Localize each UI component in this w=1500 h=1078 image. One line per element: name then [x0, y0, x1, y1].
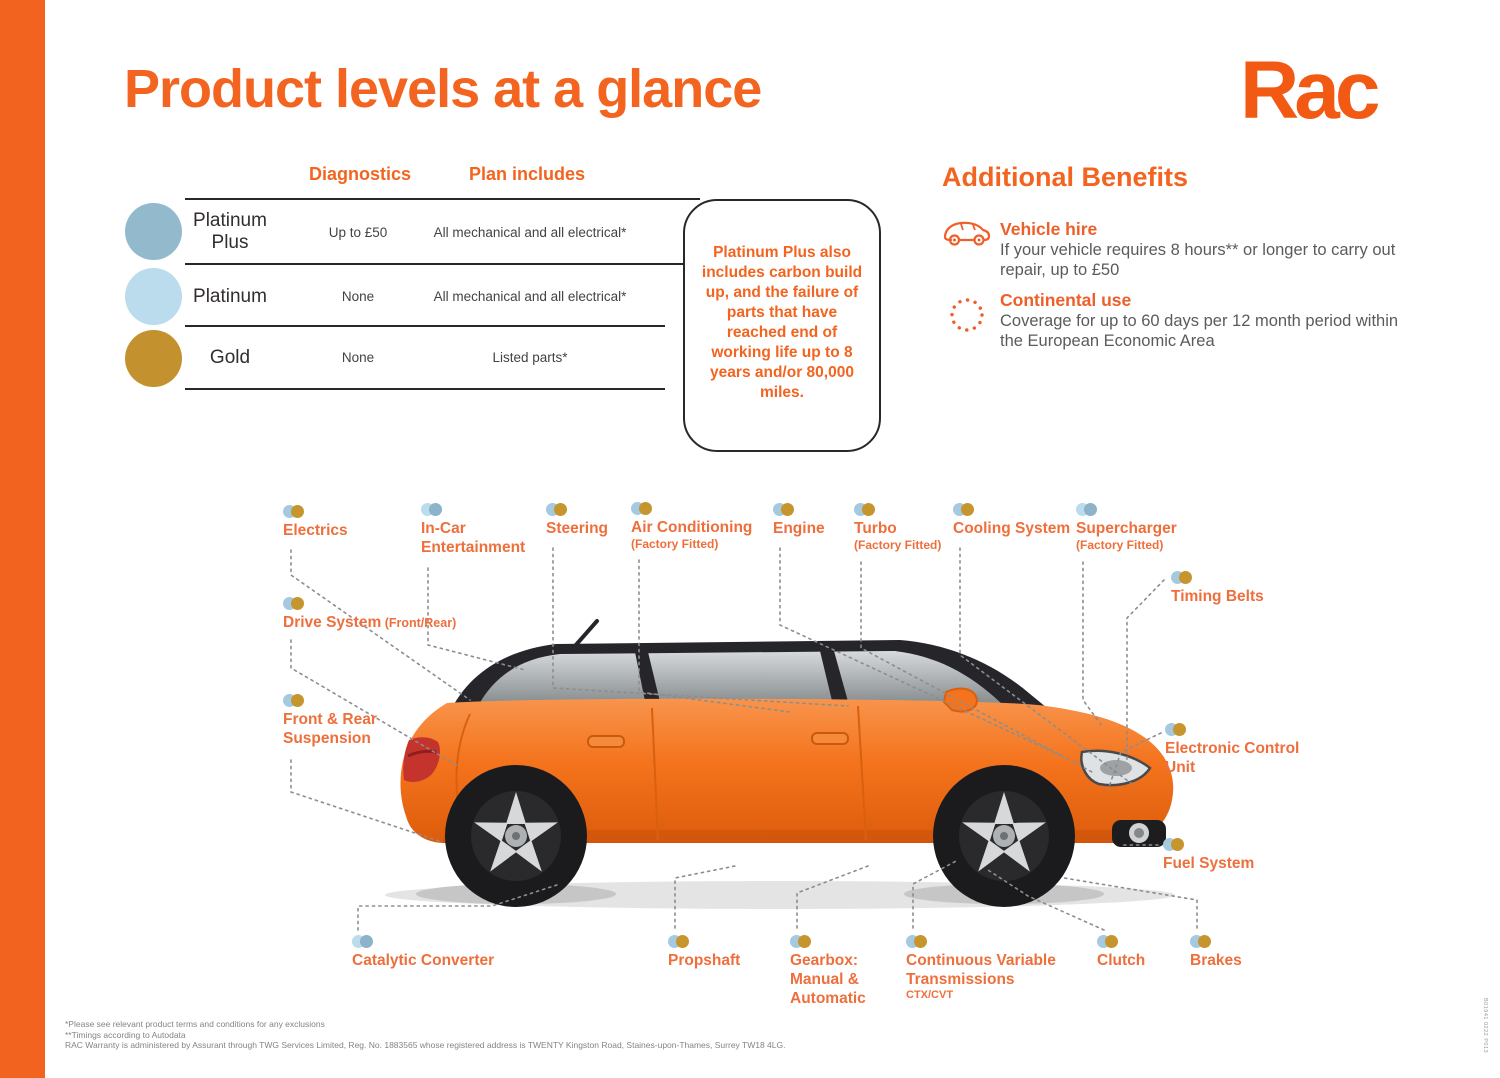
part-label: Clutch: [1097, 952, 1146, 969]
part-label: Catalytic Converter: [352, 952, 495, 969]
coverage-dots: [1171, 571, 1264, 585]
coverage-dots: [1097, 935, 1145, 949]
footer-legal: [65, 1019, 785, 1051]
part-label: Front & Rear Suspension: [283, 711, 377, 747]
column-header-diagnostics: Diagnostics: [308, 164, 412, 184]
part-label: Propshaft: [668, 952, 741, 969]
coverage-dots: [283, 597, 456, 611]
benefit-title: Vehicle hire: [1000, 219, 1098, 239]
part-label-group: [1190, 935, 1242, 970]
part-label: Air Conditioning (Factory Fitted): [631, 519, 753, 551]
coverage-dot: [291, 694, 304, 707]
coverage-dot: [1084, 503, 1097, 516]
plan-cell: All mechanical and all electrical*: [433, 289, 627, 304]
coverage-dots: [906, 935, 1056, 949]
coverage-dot: [676, 935, 689, 948]
coverage-dot: [1198, 935, 1211, 948]
tier-name: Platinum: [193, 286, 267, 307]
coverage-dots: [1165, 723, 1299, 737]
coverage-dot: [360, 935, 373, 948]
coverage-dots: [1163, 838, 1254, 852]
plan-cell: Listed parts*: [492, 350, 568, 365]
coverage-dot: [639, 502, 652, 515]
page-title: Product levels at a glance: [124, 59, 762, 119]
part-label-group: [283, 597, 456, 633]
front-wheel: [933, 765, 1075, 907]
coverage-dots: [421, 503, 525, 517]
part-label-group: [1076, 503, 1177, 552]
part-label: Brakes: [1190, 952, 1242, 969]
part-label: Continuous Variable Transmissions CTX/CVT: [906, 952, 1056, 1001]
diagnostics-cell: Up to £50: [328, 225, 388, 240]
coverage-dot: [291, 505, 304, 518]
part-label-group: [906, 935, 1056, 1002]
part-label: Fuel System: [1163, 855, 1255, 872]
tier-name: Gold: [209, 347, 251, 368]
diagnostics-cell: None: [341, 289, 375, 304]
part-label: Supercharger (Factory Fitted): [1076, 520, 1177, 552]
door-handle: [812, 733, 848, 744]
part-label: Gearbox: Manual & Automatic: [790, 952, 866, 1007]
print-reference-code: B01941 0222 P013: [1482, 998, 1488, 1054]
part-label-group: [283, 505, 348, 540]
benefits-title: Additional Benefits: [942, 162, 1189, 192]
coverage-dot: [1171, 838, 1184, 851]
coverage-dot: [862, 503, 875, 516]
coverage-dot: [291, 597, 304, 610]
part-label: Timing Belts: [1171, 588, 1264, 605]
part-label-group: [1165, 723, 1299, 777]
coverage-dot: [554, 503, 567, 516]
part-label-group: [1163, 838, 1254, 873]
rac-logo: Rac: [1240, 45, 1376, 136]
door-handle: [588, 736, 624, 747]
part-label: Cooling System: [953, 520, 1071, 537]
coverage-dots: [1076, 503, 1177, 517]
coverage-dot: [1105, 935, 1118, 948]
coverage-dots: [773, 503, 825, 517]
part-label: In-Car Entertainment: [421, 520, 526, 556]
part-label-group: [352, 935, 494, 970]
coverage-dots: [790, 935, 866, 949]
coverage-dots: [631, 502, 752, 516]
part-label-group: [631, 502, 752, 551]
coverage-dots: [283, 505, 348, 519]
plan-cell: All mechanical and all electrical*: [433, 225, 627, 240]
part-label: Engine: [773, 520, 825, 537]
leader-line: [1083, 562, 1102, 726]
coverage-dots: [546, 503, 608, 517]
coverage-dot: [429, 503, 442, 516]
benefit-text: Coverage for up to 60 days per 12 month period within the European Economic Area: [1000, 312, 1399, 350]
part-label-group: [1097, 935, 1145, 970]
coverage-dot: [781, 503, 794, 516]
coverage-dots: [352, 935, 494, 949]
footer-line: RAC Warranty is administered by Assurant through TWG Services Limited, Reg. No. 1883565 whose registered address is TWENTY Kingston Road, Staines-upon-Thames, Surrey TW18 4LG.: [65, 1040, 786, 1050]
coverage-dots: [283, 694, 377, 708]
coverage-dots: [668, 935, 740, 949]
diagnostics-cell: None: [341, 350, 375, 365]
part-label-group: [546, 503, 608, 538]
part-label-group: [790, 935, 866, 1008]
part-label: Drive System (Front/Rear): [283, 614, 457, 631]
coverage-dot: [961, 503, 974, 516]
coverage-dot: [1179, 571, 1192, 584]
coverage-dots: [953, 503, 1070, 517]
coverage-dot: [1173, 723, 1186, 736]
coverage-dots: [1190, 935, 1242, 949]
part-label-group: [421, 503, 525, 557]
car-antenna: [575, 621, 597, 646]
part-label-group: [773, 503, 825, 538]
part-label-group: [668, 935, 740, 970]
callout-text: Platinum Plus also includes carbon build up, and the failure of parts that have reached end of working life up to 8 years and/or 80,000 miles.: [701, 244, 863, 401]
part-label: Electrics: [283, 522, 348, 539]
coverage-dot: [914, 935, 927, 948]
rear-wheel: [445, 765, 587, 907]
part-label-group: [1171, 571, 1264, 606]
tier-name: Platinum Plus: [193, 210, 267, 253]
part-label-group: [854, 503, 941, 552]
benefit-title: Continental use: [1000, 290, 1132, 310]
part-label-group: [953, 503, 1070, 538]
part-label: Turbo (Factory Fitted): [854, 520, 942, 552]
benefit-text: If your vehicle requires 8 hours** or longer to carry out repair, up to £50: [1000, 241, 1396, 279]
coverage-dots: [854, 503, 941, 517]
column-header-plan-includes: Plan includes: [468, 164, 586, 184]
part-label: Electronic Control Unit: [1165, 740, 1300, 776]
footer-line: *Please see relevant product terms and conditions for any exclusions: [65, 1019, 325, 1029]
part-label: Steering: [546, 520, 609, 537]
part-label-group: [283, 694, 377, 748]
footer-line: **Timings according to Autodata: [65, 1029, 186, 1040]
car-windows: [478, 651, 1002, 706]
coverage-dot: [798, 935, 811, 948]
